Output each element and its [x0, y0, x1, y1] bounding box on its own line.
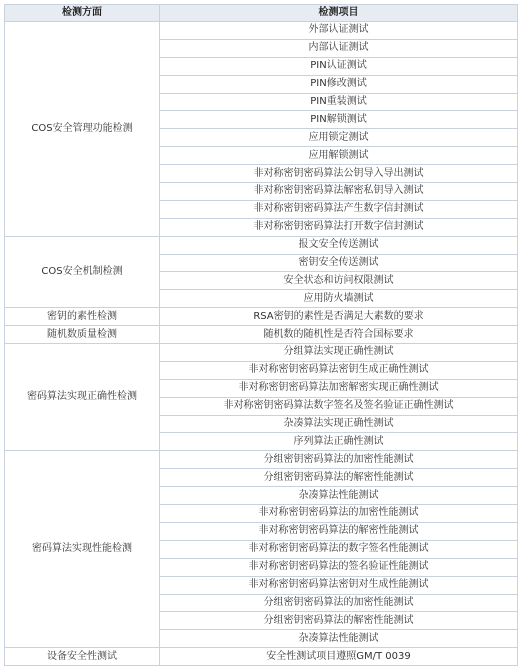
table-header-row: [5, 5, 518, 22]
item-cell: 分组密钥密码算法的解密性能测试: [160, 469, 518, 487]
item-cell: 内部认证测试: [160, 39, 518, 57]
item-cell: 杂凑算法实现正确性测试: [160, 415, 518, 433]
item-cell: 密钥安全传送测试: [160, 254, 518, 272]
header-category: 检测方面: [5, 5, 160, 22]
item-cell: PIN重装测试: [160, 93, 518, 111]
item-cell: 非对称密钥密码算法密钥生成正确性测试: [160, 361, 518, 379]
item-cell: 非对称密钥密码算法的加密性能测试: [160, 505, 518, 523]
item-cell: 杂凑算法性能测试: [160, 487, 518, 505]
item-cell: 分组算法实现正确性测试: [160, 344, 518, 362]
table-row: [5, 344, 518, 362]
table-row: [5, 451, 518, 469]
item-cell: 随机数的随机性是否符合国标要求: [160, 326, 518, 344]
category-cell: 随机数质量检测: [5, 326, 160, 344]
item-cell: 应用防火墙测试: [160, 290, 518, 308]
table-row: [5, 326, 518, 344]
item-cell: 非对称密钥密码算法的解密性能测试: [160, 522, 518, 540]
item-cell: 非对称密钥密码算法密钥对生成性能测试: [160, 576, 518, 594]
item-cell: 序列算法正确性测试: [160, 433, 518, 451]
item-cell: PIN修改测试: [160, 75, 518, 93]
table-container: [4, 4, 517, 666]
item-cell: 分组密钥密码算法的加密性能测试: [160, 594, 518, 612]
item-cell: 杂凑算法性能测试: [160, 630, 518, 648]
item-cell: 非对称密钥密码算法打开数字信封测试: [160, 218, 518, 236]
category-cell: COS安全管理功能检测: [5, 22, 160, 237]
category-cell: 设备安全性测试: [5, 648, 160, 666]
item-cell: 非对称密钥密码算法公钥导入导出测试: [160, 165, 518, 183]
item-cell: 安全性测试项目遵照GM/T 0039: [160, 648, 518, 666]
item-cell: 非对称密钥密码算法产生数字信封测试: [160, 200, 518, 218]
item-cell: 应用锁定测试: [160, 129, 518, 147]
item-cell: 分组密钥密码算法的解密性能测试: [160, 612, 518, 630]
item-cell: 报文安全传送测试: [160, 236, 518, 254]
detection-table: [4, 4, 518, 666]
header-item: 检测项目: [160, 5, 518, 22]
table-row: [5, 236, 518, 254]
table-row: [5, 22, 518, 40]
category-cell: 密码算法实现性能检测: [5, 451, 160, 648]
item-cell: 分组密钥密码算法的加密性能测试: [160, 451, 518, 469]
category-cell: COS安全机制检测: [5, 236, 160, 308]
item-cell: 安全状态和访问权限测试: [160, 272, 518, 290]
item-cell: PIN认证测试: [160, 57, 518, 75]
table-row: [5, 648, 518, 666]
item-cell: 非对称密钥密码算法的签名验证性能测试: [160, 558, 518, 576]
item-cell: 非对称密钥密码算法数字签名及签名验证正确性测试: [160, 397, 518, 415]
category-cell: 密码算法实现正确性检测: [5, 344, 160, 451]
category-cell: 密钥的素性检测: [5, 308, 160, 326]
item-cell: 非对称密钥密码算法加密解密实现正确性测试: [160, 379, 518, 397]
item-cell: 应用解锁测试: [160, 147, 518, 165]
item-cell: 非对称密钥密码算法解密私钥导入测试: [160, 183, 518, 201]
table-body: [5, 22, 518, 666]
item-cell: RSA密钥的素性是否满足大素数的要求: [160, 308, 518, 326]
table-row: [5, 308, 518, 326]
item-cell: PIN解锁测试: [160, 111, 518, 129]
item-cell: 外部认证测试: [160, 22, 518, 40]
item-cell: 非对称密钥密码算法的数字签名性能测试: [160, 540, 518, 558]
